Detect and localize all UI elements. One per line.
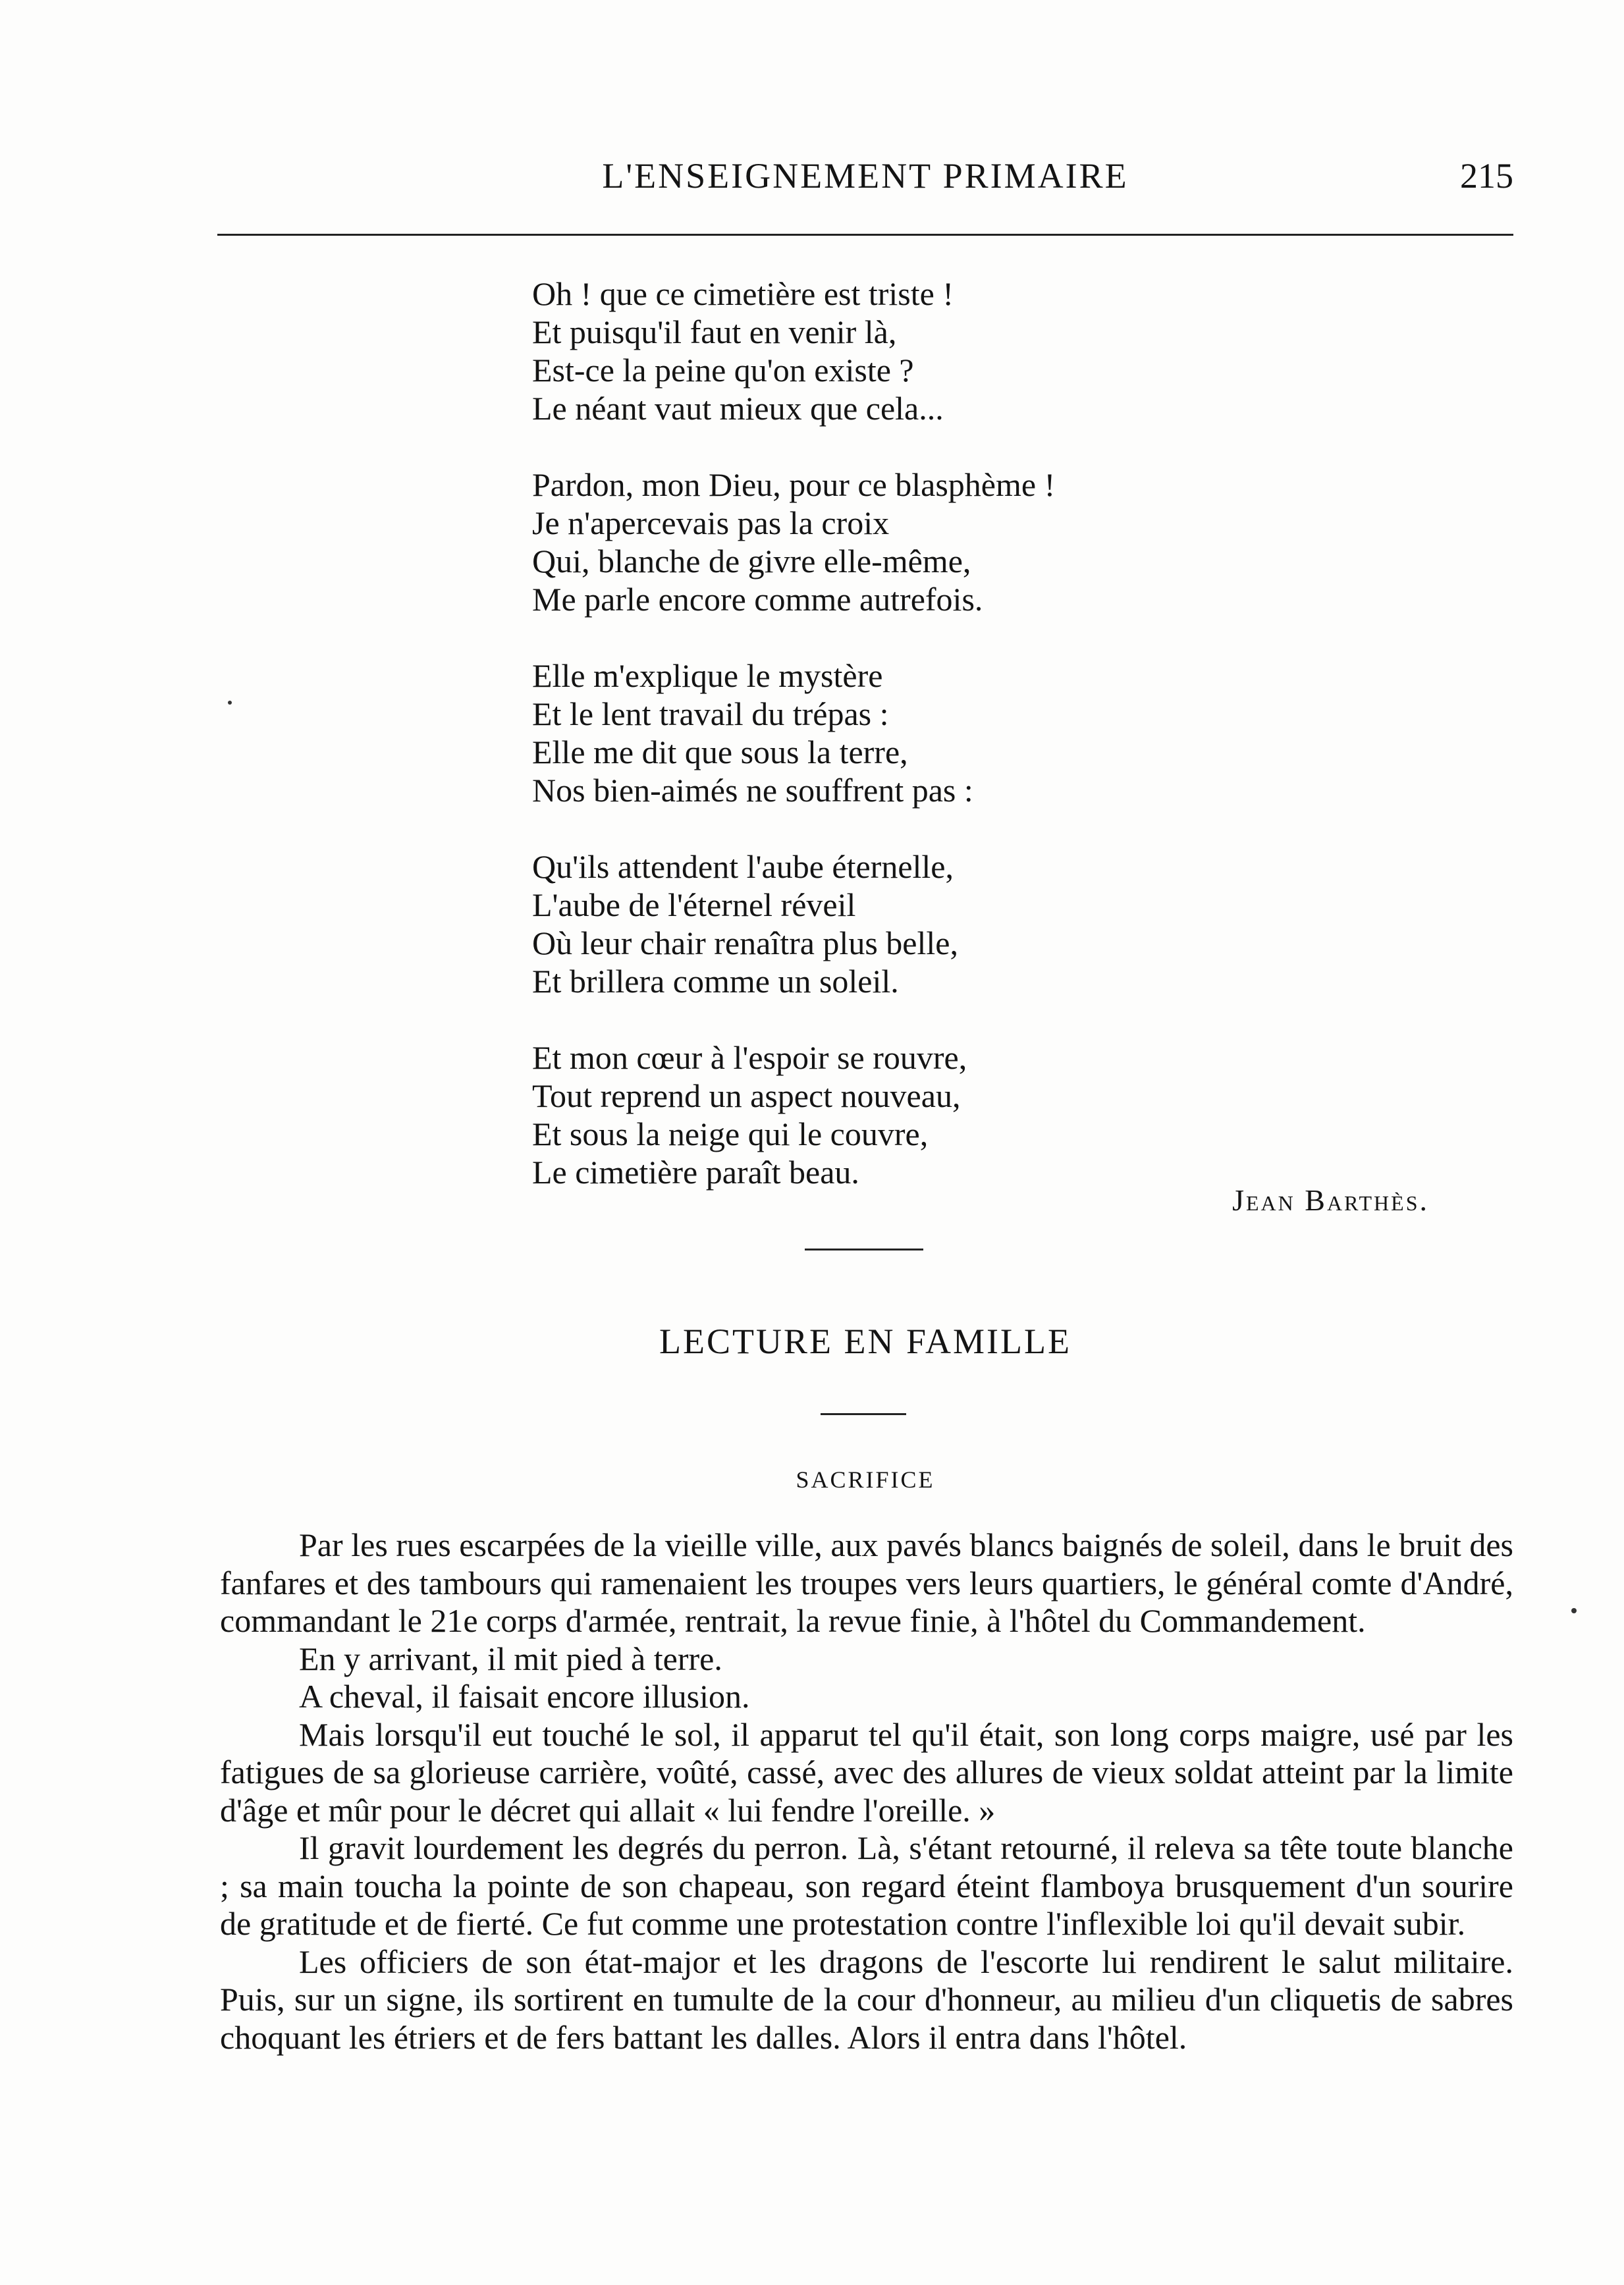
stanza bbox=[532, 847, 1322, 1000]
verse-line: Elle me dit que sous la terre, bbox=[532, 734, 908, 770]
verse-line: Pardon, mon Dieu, pour ce blasphème ! bbox=[532, 466, 1056, 503]
paragraph: Il gravit lourdement les degrés du perron. Là, s'étant retourné, il releva sa tête toute blanche ; sa main toucha la pointe de son chapeau, son regard éteint flamboya brusquement d'un sourire de gratitude et de fierté. Ce fut comme une protestation contre l'inflexible loi qu'il devait subir. bbox=[220, 1829, 1513, 1942]
section-divider bbox=[805, 1249, 923, 1250]
ink-speck bbox=[1571, 1608, 1577, 1613]
verse-line: Et mon cœur à l'espoir se rouvre, bbox=[532, 1039, 967, 1076]
verse-line: Où leur chair renaîtra plus belle, bbox=[532, 925, 958, 961]
verse-line: Nos bien-aimés ne souffrent pas : bbox=[532, 772, 973, 809]
verse-line: Et puisqu'il faut en venir là, bbox=[532, 313, 897, 350]
verse-line: Oh ! que ce cimetière est triste ! bbox=[532, 275, 954, 312]
verse-line: Et le lent travail du trépas : bbox=[532, 695, 889, 732]
story-title: SACRIFICE bbox=[796, 1466, 935, 1493]
ink-speck bbox=[228, 701, 232, 705]
section-divider bbox=[821, 1413, 906, 1415]
verse-line: Et brillera comme un soleil. bbox=[532, 963, 899, 1000]
section-title: LECTURE EN FAMILLE bbox=[659, 1322, 1071, 1361]
page-number: 215 bbox=[1460, 156, 1513, 196]
verse-line: Qu'ils attendent l'aube éternelle, bbox=[532, 848, 954, 885]
verse-line: Je n'apercevais pas la croix bbox=[532, 504, 890, 541]
stanza bbox=[532, 275, 1322, 427]
verse-line: Elle m'explique le mystère bbox=[532, 657, 883, 694]
verse-line: Et sous la neige qui le couvre, bbox=[532, 1116, 929, 1152]
verse-line: Le cimetière paraît beau. bbox=[532, 1154, 859, 1191]
header-rule bbox=[217, 234, 1513, 236]
verse-line: Tout reprend un aspect nouveau, bbox=[532, 1077, 961, 1114]
paragraph: Mais lorsqu'il eut touché le sol, il apparut tel qu'il était, son long corps maigre, usé par les fatigues de sa glorieuse carrière, voûté, cassé, avec des allures de vieux soldat atteint par la limite d'âge et mûr pour le décret qui allait « lui fendre l'oreille. » bbox=[220, 1715, 1513, 1829]
paragraph: Par les rues escarpées de la vieille ville, aux pavés blancs baignés de soleil, dans le bruit des fanfares et des tambours qui ramenaient les troupes vers leurs quartiers, le général comte d'André, commandant le 21e corps d'armée, rentrait, la revue finie, à l'hôtel du Commandement. bbox=[220, 1526, 1513, 1639]
running-header bbox=[217, 155, 1513, 208]
verse-line: Me parle encore comme autrefois. bbox=[532, 581, 983, 618]
paragraph: Les officiers de son état-major et les dragons de l'escorte lui rendirent le salut militaire. Puis, sur un signe, ils sortirent en tumulte de la cour d'honneur, au milieu d'un cliquetis de sabres choquant les étriers et de fers battant les dalles. Alors il entra dans l'hôtel. bbox=[220, 1943, 1513, 2056]
verse-line: Est-ce la peine qu'on existe ? bbox=[532, 352, 914, 389]
stanza bbox=[532, 657, 1322, 809]
verse-line: Le néant vaut mieux que cela... bbox=[532, 390, 944, 427]
poem-author: Jean Barthès. bbox=[1232, 1183, 1429, 1217]
running-title: L'ENSEIGNEMENT PRIMAIRE bbox=[602, 156, 1129, 196]
paragraph: A cheval, il faisait encore illusion. bbox=[299, 1678, 750, 1715]
verse-line: Qui, blanche de givre elle-même, bbox=[532, 543, 971, 579]
stanza bbox=[532, 1038, 1322, 1191]
stanza bbox=[532, 466, 1322, 618]
verse-line: L'aube de l'éternel réveil bbox=[532, 886, 856, 923]
story-text bbox=[220, 1526, 1513, 2056]
paragraph: En y arrivant, il mit pied à terre. bbox=[299, 1640, 722, 1677]
poem bbox=[532, 275, 1322, 1229]
